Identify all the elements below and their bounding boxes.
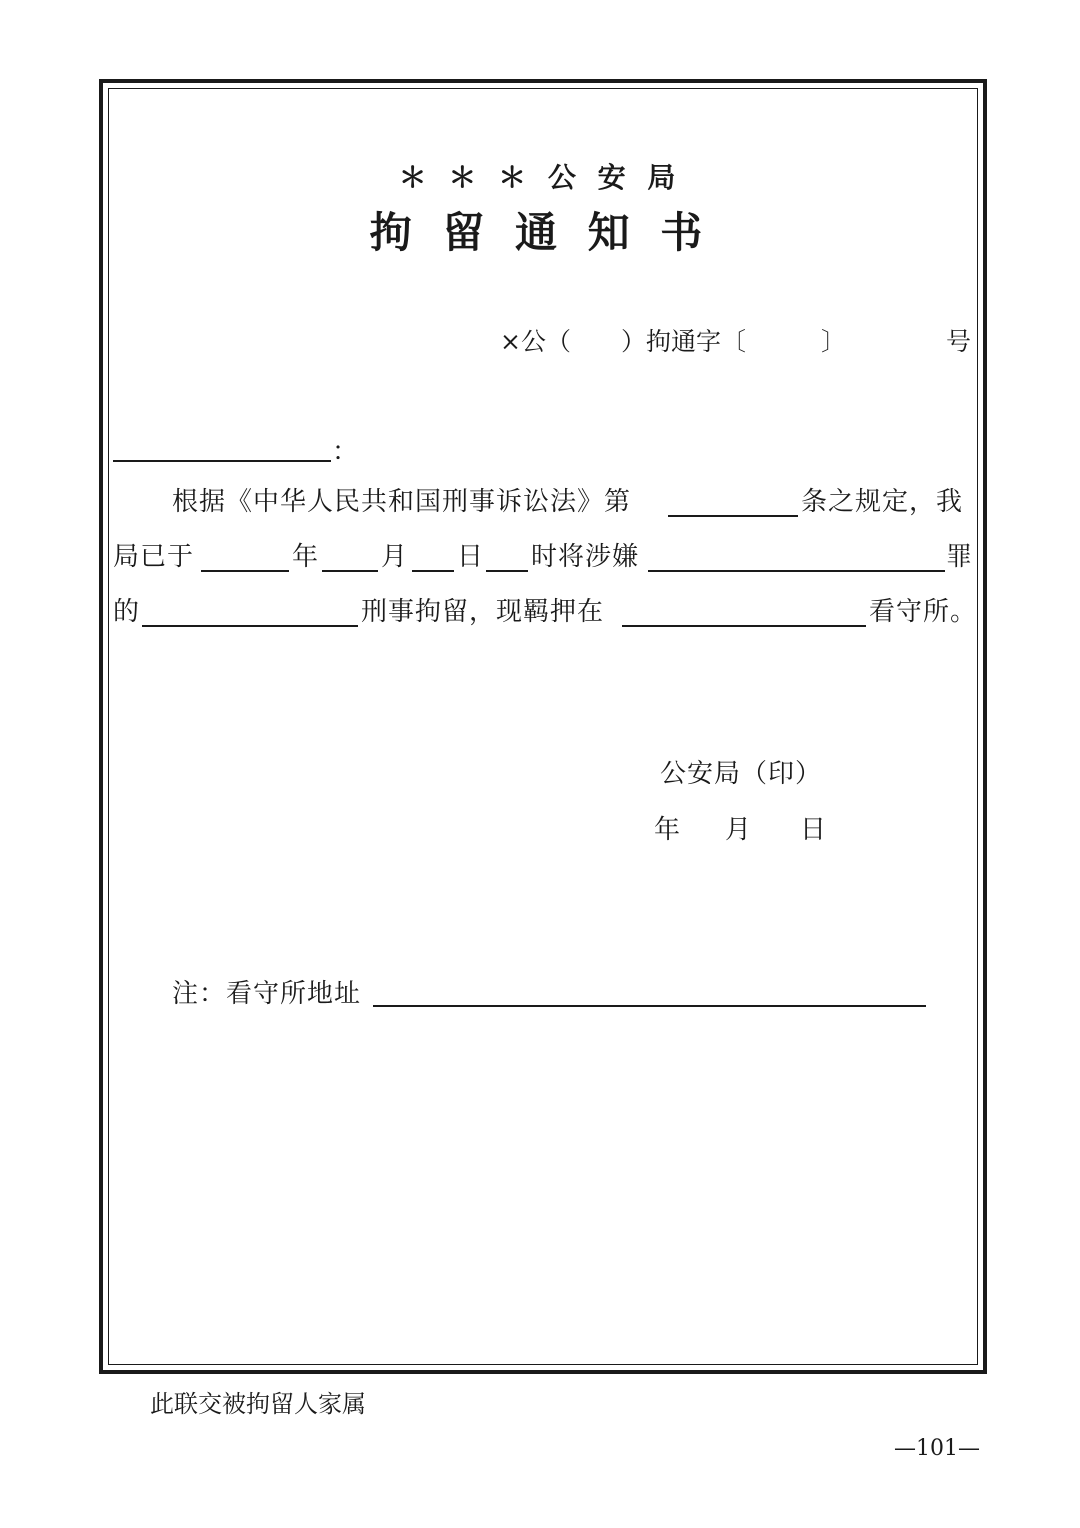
- copy-note: 此联交被拘留人家属: [150, 1390, 366, 1418]
- body-line2-text-e: 时将涉嫌: [531, 542, 640, 572]
- article-number-blank: [668, 515, 798, 517]
- document-number: ×公（ ）拘通字〔 〕: [500, 327, 846, 356]
- body-line3-text-a: 的: [113, 597, 140, 627]
- body-line3-text-b: 刑事拘留，现羁押在: [361, 597, 605, 627]
- recipient-colon: ：: [332, 437, 359, 467]
- body-line1-text-b: 条之规定，我: [801, 487, 964, 517]
- body-line2-text-a: 局已于: [113, 542, 195, 572]
- body-line2-crime: 罪: [946, 542, 973, 572]
- year-blank: [201, 570, 289, 572]
- document-title: 拘 留 通 知 书: [369, 208, 711, 257]
- signature-year: 年: [654, 815, 681, 845]
- day-blank: [412, 570, 454, 572]
- signature-month: 月: [725, 815, 752, 845]
- month-blank: [322, 570, 378, 572]
- body-line2-month: 月: [381, 542, 408, 572]
- detention-center-blank: [622, 625, 866, 627]
- agency-name: ＊ ＊ ＊ 公 安 局: [398, 161, 682, 194]
- signature-day: 日: [800, 815, 827, 845]
- body-line2-day: 日: [457, 542, 484, 572]
- seal-text: 公安局（印）: [660, 759, 823, 789]
- page-number: —101—: [894, 1436, 980, 1461]
- note-label: 注：看守所地址: [172, 979, 362, 1009]
- body-line2-year: 年: [292, 542, 319, 572]
- body-line1-text-a: 根据《中华人民共和国刑事诉讼法》第: [172, 487, 632, 517]
- suspect-name-blank: [648, 570, 945, 572]
- body-line3-text-c: 看守所。: [869, 597, 978, 627]
- suspect-blank: [142, 625, 358, 627]
- inner-border: [108, 88, 978, 1365]
- document-number-suffix: 号: [946, 327, 972, 356]
- address-blank: [373, 1005, 926, 1007]
- hour-blank: [486, 570, 528, 572]
- recipient-blank: [113, 460, 331, 462]
